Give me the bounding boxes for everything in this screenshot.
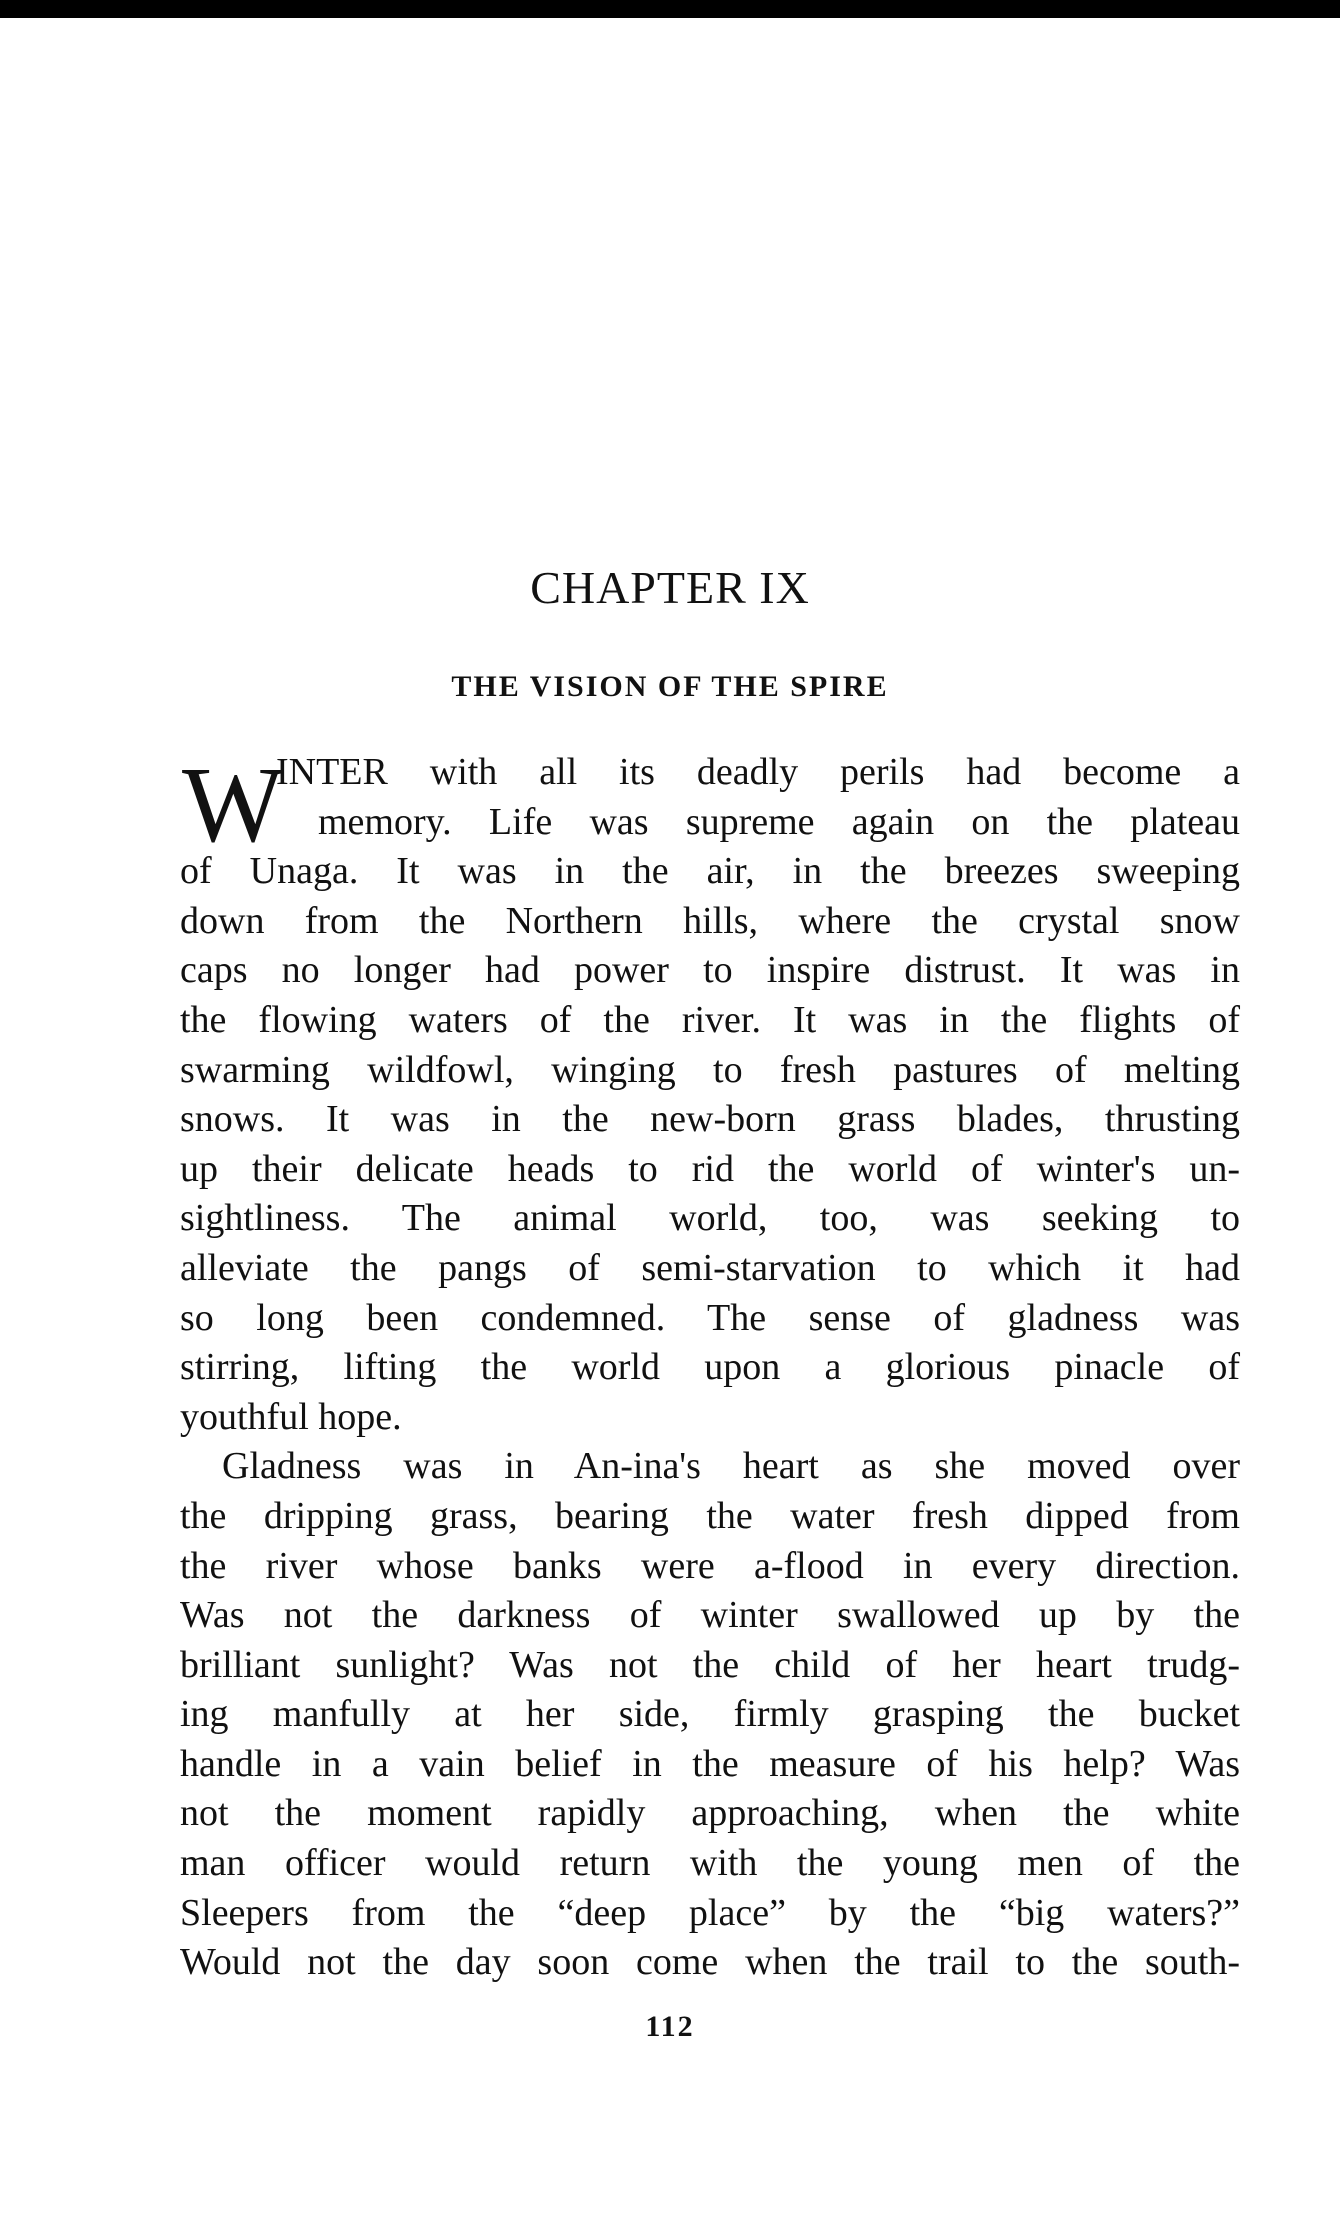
text-line: memory. Life was supreme again on the plateau <box>318 800 1240 843</box>
text-line: alleviate the pangs of semi-starvation to which it had <box>180 1246 1240 1289</box>
chapter-subtitle: THE VISION OF THE SPIRE <box>451 670 889 703</box>
text-line: brilliant sunlight? Was not the child of her heart trudg- <box>180 1643 1240 1686</box>
text-line: stirring, lifting the world upon a glorious pinacle of <box>180 1346 1240 1389</box>
text-line: so long been condemned. The sense of gladness was <box>180 1296 1240 1339</box>
text-line: caps no longer had power to inspire distrust. It was in <box>180 949 1240 992</box>
text-line: not the moment rapidly approaching, when the white <box>180 1792 1240 1835</box>
text-line: Would not the day soon come when the trail to the south- <box>180 1941 1240 1984</box>
text-line: ing manfully at her side, firmly grasping the bucket <box>180 1693 1240 1736</box>
text-line: the dripping grass, bearing the water fresh dipped from <box>180 1494 1240 1537</box>
text-line: man officer would return with the young men of the <box>180 1842 1240 1885</box>
text-line: handle in a vain belief in the measure of his help? Was <box>180 1742 1240 1785</box>
page-top-edge <box>0 0 1340 18</box>
text-line: youthful hope. <box>180 1395 402 1438</box>
text-line: Gladness was in An-ina's heart as she moved over <box>222 1445 1240 1488</box>
chapter-heading: CHAPTER IX <box>530 562 810 613</box>
text-line: of Unaga. It was in the air, in the breezes sweeping <box>180 850 1240 893</box>
drop-cap: W <box>182 746 284 865</box>
text-line: up their delicate heads to rid the world of winter's un- <box>180 1147 1240 1190</box>
text-line: down from the Northern hills, where the crystal snow <box>180 899 1240 942</box>
body-text <box>180 748 1240 1988</box>
text-line: Sleepers from the “deep place” by the “big waters?” <box>180 1891 1240 1934</box>
text-line: swarming wildfowl, winging to fresh pastures of melting <box>180 1048 1240 1091</box>
text-line: snows. It was in the new-born grass blades, thrusting <box>180 1098 1240 1141</box>
text-line: the river whose banks were a-flood in every direction. <box>180 1544 1240 1587</box>
text-line: the flowing waters of the river. It was in the flights of <box>180 998 1240 1041</box>
page-number: 112 <box>645 2010 695 2043</box>
text-line: Was not the darkness of winter swallowed up by the <box>180 1594 1240 1637</box>
text-line: sightliness. The animal world, too, was seeking to <box>180 1197 1240 1240</box>
text-line: INTER with all its deadly perils had become a <box>276 751 1240 793</box>
